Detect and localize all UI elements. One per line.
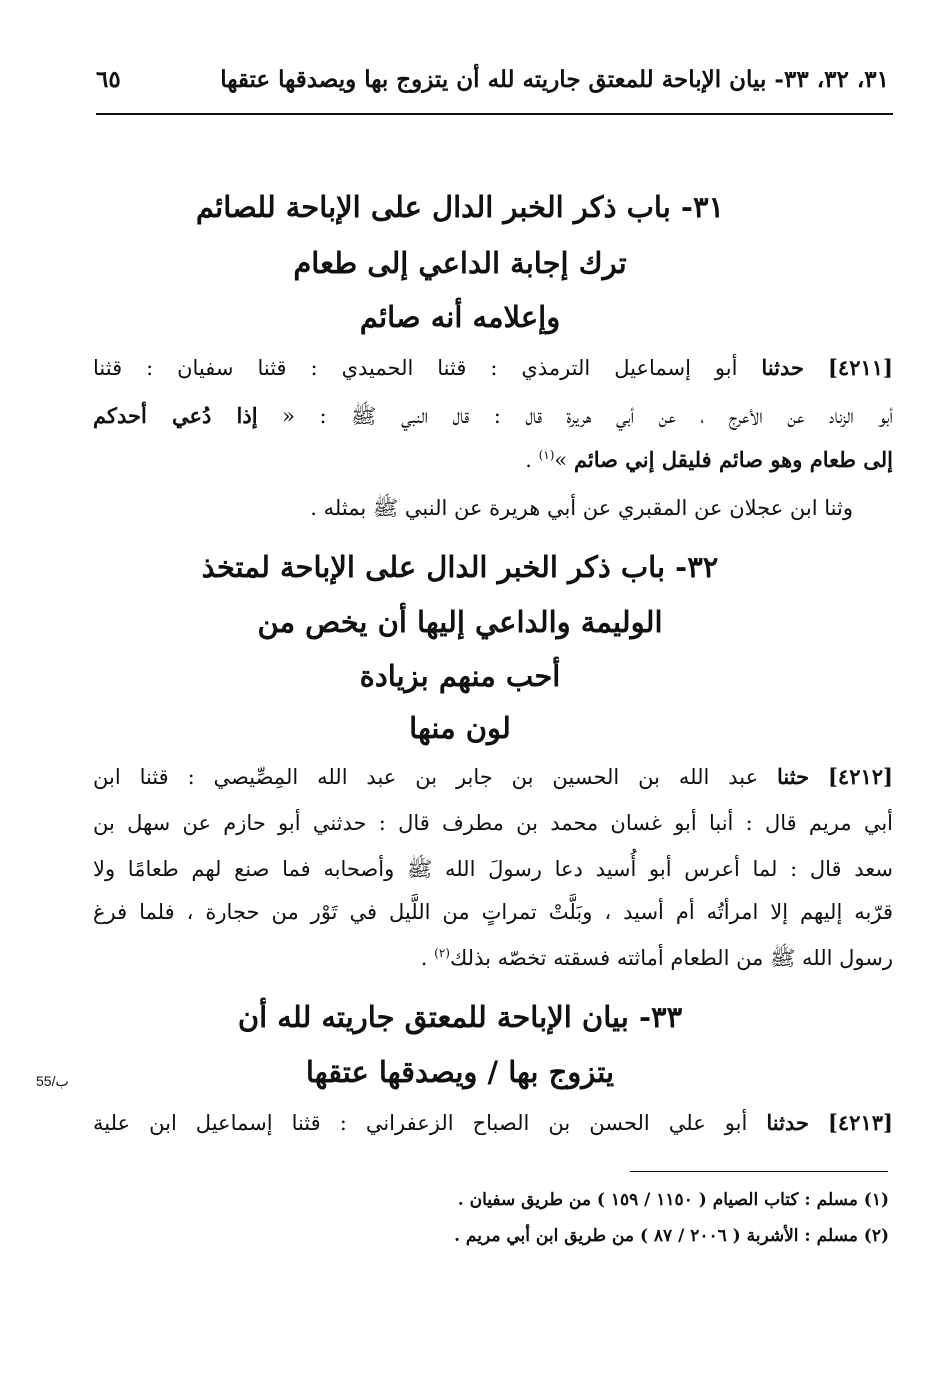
header-divider (96, 113, 893, 115)
hadith-4212-line-2: أبي مريم قال : أنبا أبو غسان محمد بن مطرف قال : حدثني أبو حازم عن سهل بن (93, 811, 893, 835)
section-31-heading-line-3: وإعلامه أنه صائم (359, 300, 561, 334)
footnote-divider (630, 1171, 888, 1172)
section-33-heading-line-1: ٣٣- بيان الإباحة للمعتق جاريته لله أن (237, 1000, 683, 1034)
section-32-heading-line-4: لون منها (409, 711, 511, 745)
chain-lead: حدثنا (761, 355, 805, 380)
hadith-number: [٤٢١١] (827, 355, 893, 380)
hadith-4213-line-1 (93, 1110, 893, 1135)
chain-text: أبو علي الحسن بن الصباح الزعفراني : قثنا إسماعيل ابن علية (93, 1111, 748, 1135)
hadith-4211-line-1 (93, 355, 893, 380)
footnote-ref-2: (٢) (434, 946, 450, 960)
chain-text: أبو إسماعيل الترمذي : قثنا الحميدي : قثنا سفيان : قثنا (93, 356, 738, 380)
hadith-4211-line-3 (93, 447, 893, 472)
chain-lead: حثنا (777, 764, 810, 789)
section-33-heading-line-2: يتزوج بها / ويصدقها عتقها (305, 1055, 615, 1089)
section-31-heading-line-2: ترك إجابة الداعي إلى طعام (293, 246, 627, 280)
chain-text: عبد الله بن الحسين بن جابر بن عبد الله المِصِّيصي : قثنا ابن (93, 765, 759, 789)
matn-text: إلى طعام وهو صائم فليقل إني صائم (573, 447, 893, 472)
page-number: ٦٥ (96, 66, 121, 93)
section-32-heading-line-1: ٣٢- باب ذكر الخبر الدال على الإباحة لمتخذ (201, 550, 719, 584)
hadith-number: [٤٢١٣] (827, 1110, 893, 1135)
hadith-4212-line-5 (93, 945, 893, 976)
hadith-4212-line-4: قرّبه إليهم إلا امرأتُه أم أسيد ، وبَلَّتْ تمراتٍ من اللَّيل في تَوْر من حجارة ، فلما فرغ (93, 900, 893, 924)
manuscript-folio-note: 55/ب (36, 1073, 69, 1089)
quote-close: » (554, 448, 568, 472)
hadith-4212-line-3: سعد قال : لما أعرس أبو أُسيد دعا رسولَ الله ﷺ وأصحابه فما صنع لهم طعامًا ولا (93, 857, 893, 881)
chain-lead: حدثنا (766, 1110, 809, 1135)
matn-text: إذا دُعي أحدكم (93, 403, 258, 428)
section-32-heading-line-2: الوليمة والداعي إليها أن يخص من (257, 605, 663, 639)
section-31-heading-line-1: ٣١- باب ذكر الخبر الدال على الإباحة للصائم (195, 190, 725, 224)
footnote-1: (١) مسلم : كتاب الصيام ( ١١٥٠ / ١٥٩ ) من طريق سفيان . (457, 1190, 889, 1210)
matn-text: رسول الله ﷺ من الطعام أماثته فسقته تخصّه بذلك (449, 946, 893, 970)
hadith-number: [٤٢١٢] (827, 764, 893, 789)
chain-text: أبو الزناد عن الأعرج ، عن أبي هريرة قال : قال النبي ﷺ : « (282, 404, 893, 428)
hadith-4211-line-2 (93, 403, 893, 434)
line-end: . (420, 946, 435, 970)
footnote-ref-1: (١) (538, 448, 555, 462)
footnote-2: (٢) مسلم : الأشربة ( ٢٠٠٦ / ٨٧ ) من طريق ابن أبي مريم . (454, 1226, 889, 1246)
line-end: . (525, 448, 539, 472)
running-title: ٣١، ٣٢، ٣٣- بيان الإباحة للمعتق جاريته لله أن يتزوج بها ويصدقها عتقها (220, 66, 889, 93)
hadith-4212-line-1 (93, 764, 893, 789)
hadith-4211-line-4: وثنا ابن عجلان عن المقبري عن أبي هريرة عن النبي ﷺ بمثله . (310, 496, 853, 520)
section-32-heading-line-3: أحب منهم بزيادة (359, 659, 561, 693)
